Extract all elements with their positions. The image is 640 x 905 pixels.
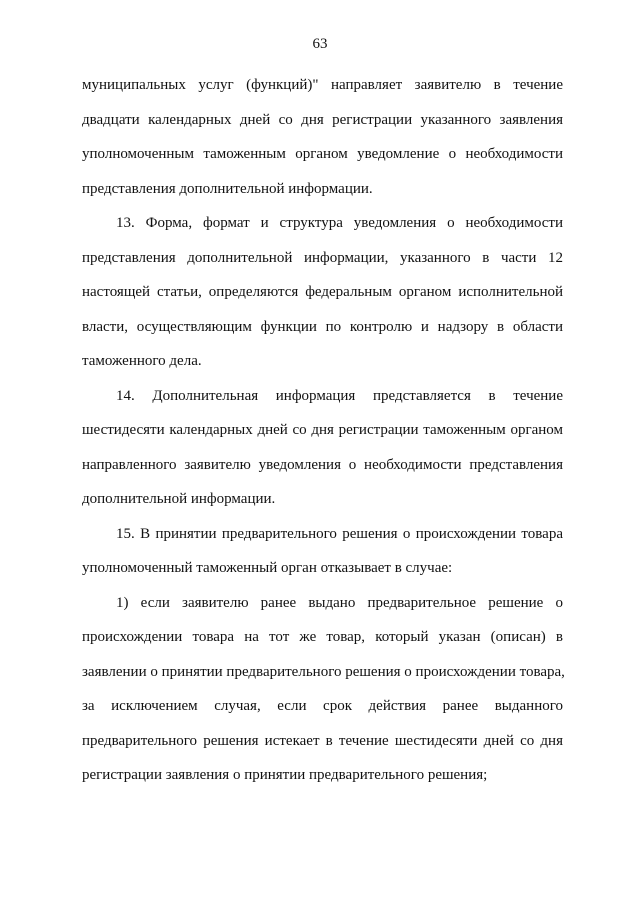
text-line: происхождении товара на тот же товар, который указан (описан) в — [82, 629, 563, 645]
page-number: 63 — [312, 36, 328, 52]
text-line: муниципальных услуг (функций)" направляет заявителю в течение — [82, 77, 563, 93]
document-body — [82, 68, 563, 793]
text-line: уполномоченным таможенным органом уведомление о необходимости — [82, 146, 563, 162]
text-line: 14. Дополнительная информация представляется в течение — [116, 387, 563, 404]
text-line: настоящей статьи, определяются федеральным органом исполнительной — [82, 284, 563, 300]
text-line: шестидесяти календарных дней со дня регистрации таможенным органом — [82, 422, 563, 438]
text-line: 1) если заявителю ранее выдано предварительное решение о — [116, 594, 563, 611]
text-line: регистрации заявления о принятии предварительного решения; — [82, 767, 488, 783]
text-line: направленного заявителю уведомления о необходимости представления — [82, 456, 563, 473]
text-line: заявлении о принятии предварительного решения о происхождении товара, — [82, 663, 565, 680]
text-line: 15. В принятии предварительного решения о происхождении товара — [116, 525, 563, 542]
text-line: уполномоченный таможенный орган отказывает в случае: — [82, 560, 453, 576]
text-line: представления дополнительной информации, указанного в части 12 — [82, 249, 563, 266]
text-line: власти, осуществляющим функции по контролю и надзору в области — [82, 318, 563, 335]
text-line: предварительного решения истекает в течение шестидесяти дней со дня — [82, 732, 563, 749]
text-line: двадцати календарных дней со дня регистрации указанного заявления — [82, 111, 563, 128]
text-line: представления дополнительной информации. — [82, 180, 373, 197]
text-line: таможенного дела. — [82, 353, 202, 369]
text-line: за исключением случая, если срок действия ранее выданного — [82, 698, 563, 714]
text-line: дополнительной информации. — [82, 491, 276, 507]
text-line: 13. Форма, формат и структура уведомления о необходимости — [116, 215, 563, 231]
